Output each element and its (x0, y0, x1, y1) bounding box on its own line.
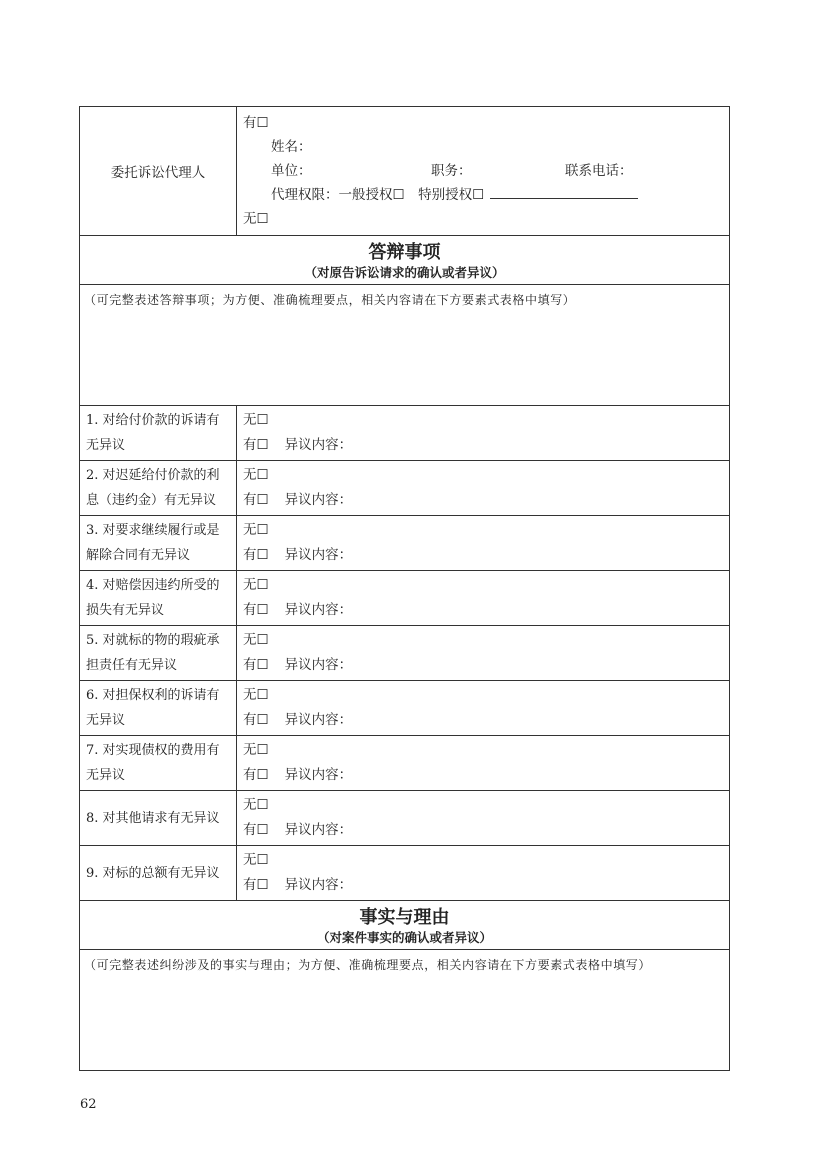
facts-section-header (80, 901, 730, 950)
item-objection-content[interactable]: 异议内容： (284, 767, 353, 783)
item-no-option[interactable]: 无☐ (243, 412, 269, 428)
item-objection-content[interactable]: 异议内容： (284, 547, 353, 563)
item-label: 6. 对担保权利的诉请有无异议 (80, 681, 237, 736)
answer-form-table (79, 106, 730, 1071)
item-no-option[interactable]: 无☐ (243, 632, 269, 648)
item-row (80, 461, 730, 516)
item-row (80, 571, 730, 626)
item-row (80, 516, 730, 571)
defense-instruction: （可完整表述答辩事项；为方便、准确梳理要点，相关内容请在下方要素式表格中填写） (84, 293, 576, 307)
item-yes-option[interactable]: 有☐ (243, 602, 269, 618)
item-no-option[interactable]: 无☐ (243, 467, 269, 483)
agent-authority-options[interactable]: 代理权限：一般授权☐ 特别授权☐ (271, 187, 485, 203)
item-objection-content[interactable]: 异议内容： (284, 657, 353, 673)
facts-title: 事实与理由 (359, 906, 450, 928)
item-row (80, 846, 730, 901)
item-label: 5. 对就标的物的瑕疵承担责任有无异议 (80, 626, 237, 681)
agent-name-field[interactable]: 姓名： (271, 139, 312, 155)
item-yes-option[interactable]: 有☐ (243, 657, 269, 673)
item-row (80, 626, 730, 681)
authority-blank-line[interactable] (490, 184, 638, 199)
item-objection-content[interactable]: 异议内容： (284, 437, 353, 453)
item-row (80, 736, 730, 791)
agent-row (80, 107, 730, 236)
item-yes-option[interactable]: 有☐ (243, 492, 269, 508)
item-no-option[interactable]: 无☐ (243, 577, 269, 593)
item-yes-option[interactable]: 有☐ (243, 877, 269, 893)
item-label: 9. 对标的总额有无异议 (80, 846, 237, 901)
facts-subtitle: （对案件事实的确认或者异议） (316, 929, 492, 945)
defense-section-header (80, 236, 730, 285)
item-label: 4. 对赔偿因违约所受的损失有无异议 (80, 571, 237, 626)
defense-title: 答辩事项 (368, 241, 441, 263)
item-label: 7. 对实现债权的费用有无异议 (80, 736, 237, 791)
item-objection-content[interactable]: 异议内容： (284, 492, 353, 508)
defense-instruction-row (80, 285, 730, 406)
item-label: 1. 对给付价款的诉请有无异议 (80, 406, 237, 461)
item-yes-option[interactable]: 有☐ (243, 822, 269, 838)
item-row (80, 406, 730, 461)
item-objection-content[interactable]: 异议内容： (284, 822, 353, 838)
item-row (80, 791, 730, 846)
item-row (80, 681, 730, 736)
item-no-option[interactable]: 无☐ (243, 742, 269, 758)
item-no-option[interactable]: 无☐ (243, 797, 269, 813)
item-label: 2. 对迟延给付价款的利息（违约金）有无异议 (80, 461, 237, 516)
item-label: 3. 对要求继续履行或是解除合同有无异议 (80, 516, 237, 571)
agent-position-field[interactable]: 职务： (431, 163, 472, 179)
item-objection-content[interactable]: 异议内容： (284, 602, 353, 618)
page-number: 62 (80, 1097, 97, 1112)
item-label: 8. 对其他请求有无异议 (80, 791, 237, 846)
item-yes-option[interactable]: 有☐ (243, 712, 269, 728)
item-yes-option[interactable]: 有☐ (243, 547, 269, 563)
item-yes-option[interactable]: 有☐ (243, 437, 269, 453)
defense-text-area[interactable] (80, 285, 730, 406)
agent-phone-field[interactable]: 联系电话： (565, 163, 633, 179)
agent-yes-option[interactable]: 有☐ (243, 115, 269, 131)
item-objection-content[interactable]: 异议内容： (284, 877, 353, 893)
defense-subtitle: （对原告诉讼请求的确认或者异议） (304, 264, 505, 280)
item-no-option[interactable]: 无☐ (243, 687, 269, 703)
agent-label: 委托诉讼代理人 (80, 107, 237, 236)
item-objection-content[interactable]: 异议内容： (284, 712, 353, 728)
agent-unit-field[interactable]: 单位： (271, 163, 312, 179)
item-yes-option[interactable]: 有☐ (243, 767, 269, 783)
facts-instruction: （可完整表述纠纷涉及的事实与理由；为方便、准确梳理要点，相关内容请在下方要素式表格中填写） (84, 958, 652, 972)
agent-details (237, 107, 730, 236)
item-no-option[interactable]: 无☐ (243, 852, 269, 868)
facts-text-area[interactable] (80, 950, 730, 1071)
facts-instruction-row (80, 950, 730, 1071)
item-no-option[interactable]: 无☐ (243, 522, 269, 538)
agent-no-option[interactable]: 无☐ (243, 211, 269, 227)
